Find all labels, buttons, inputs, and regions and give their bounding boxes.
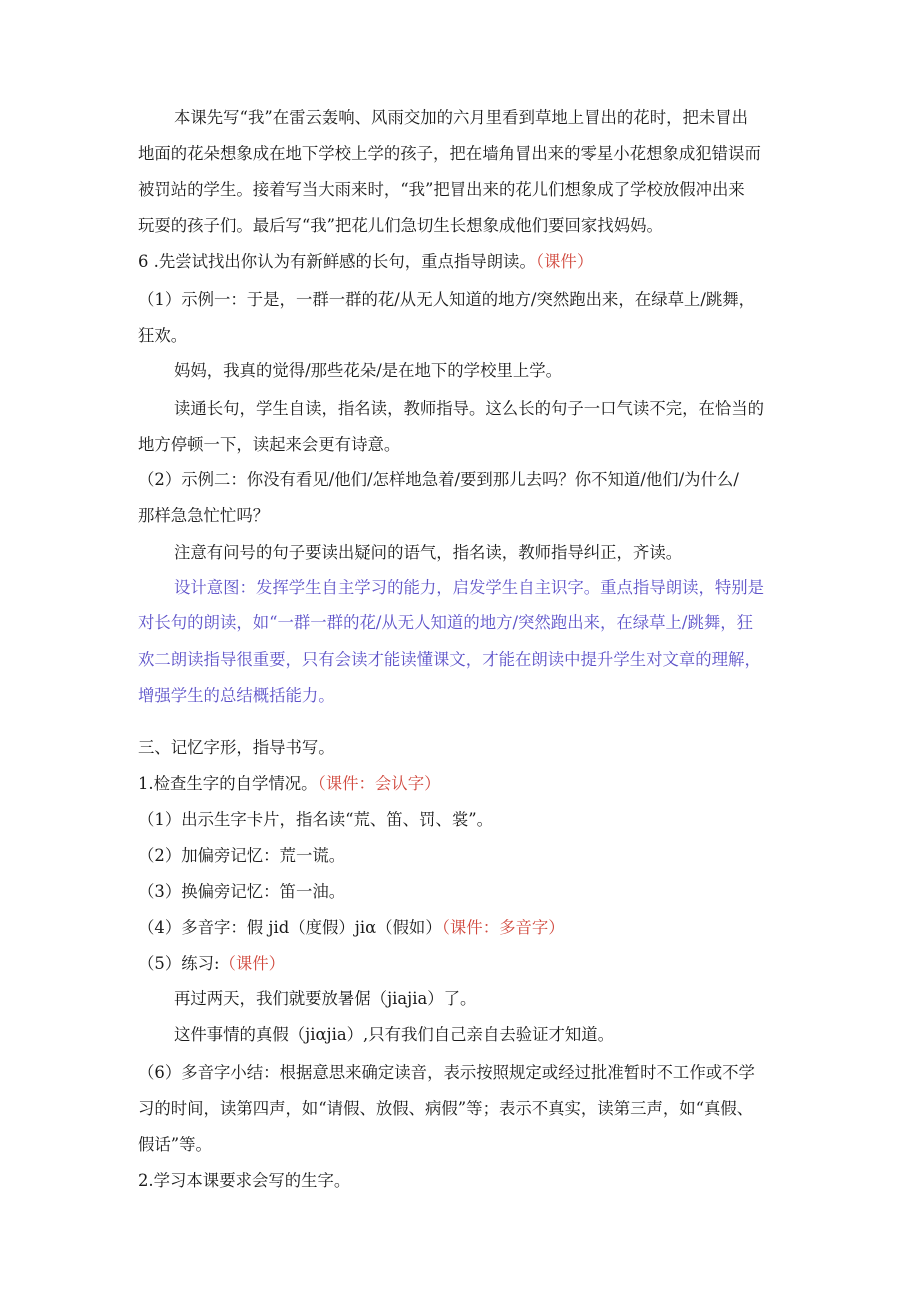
courseware-note: （课件）: [219, 954, 286, 973]
item-text: 1.检查生字的自学情况。: [138, 774, 318, 793]
paragraph-line: （1）示例一：于是，一群一群的花/从无人知道的地方/突然跑出来，在绿草上/跳舞，: [138, 290, 756, 309]
item-heading: [138, 252, 593, 272]
design-intent-line: 设计意图：发挥学生自主学习的能力，启发学生自主识字。重点指导朗读，特别是: [174, 578, 765, 597]
item-text: 6 .先尝试找出你认为有新鲜感的长句，重点指导朗读。: [138, 252, 536, 271]
paragraph-line: 狂欢。: [138, 326, 188, 345]
paragraph-line: 读通长句，学生自读，指名读，教师指导。这么长的句子一口气读不完，在恰当的: [174, 399, 765, 418]
paragraph-line: 假话”等。: [138, 1135, 212, 1154]
paragraph-line: 地方停顿一下，读起来会更有诗意。: [138, 435, 401, 454]
paragraph-line: 这件事情的真假（jiαjia）,只有我们自己亲自去验证才知道。: [174, 1025, 615, 1044]
courseware-note: （课件：多音字）: [441, 918, 565, 937]
design-intent-line: 欢二朗读指导很重要，只有会读才能读懂课文，才能在朗读中提升学生对文章的理解，: [138, 650, 761, 669]
design-intent-line: 对长句的朗读，如“一群一群的花/从无人知道的地方/突然跑出来，在绿草上/跳舞，狂: [138, 613, 754, 632]
item-text: （4）多音字：假 jid（度假）jiα（假如）: [138, 918, 442, 937]
paragraph-line: 注意有问号的句子要读出疑问的语气，指名读，教师指导纠正，齐读。: [174, 543, 683, 562]
courseware-note: （课件：会认字）: [317, 774, 441, 793]
paragraph-line: 那样急急忙忙吗？: [138, 506, 270, 525]
paragraph-line: 再过两天，我们就要放暑倨（jiajia）了。: [174, 989, 477, 1008]
paragraph-line: 2.学习本课要求会写的生字。: [138, 1171, 351, 1190]
paragraph-line: （2）加偏旁记忆：荒一谎。: [138, 846, 346, 865]
paragraph-line: （1）出示生字卡片，指名读“荒、笛、罚、裳”。: [138, 810, 493, 829]
item-heading: [138, 774, 440, 794]
item-text: （5）练习:: [138, 954, 220, 973]
design-intent-line: 增强学生的总结概括能力。: [138, 686, 335, 705]
section-heading: 三、记忆字形，指导书写。: [138, 738, 335, 757]
paragraph-line: 习的时间，读第四声，如“请假、放假、病假”等；表示不真实，读第三声，如“真假、: [138, 1099, 754, 1118]
paragraph-line: 本课先写“我”在雷云轰响、风雨交加的六月里看到草地上冒出的花时，把未冒出: [174, 108, 749, 127]
paragraph-line: 被罚站的学生。接着写当大雨来时，“我”把冒出来的花儿们想象成了学校放假冲出来: [138, 180, 745, 199]
item-heading: [138, 918, 565, 938]
courseware-note: （课件）: [535, 252, 594, 271]
paragraph-line: 地面的花朵想象成在地下学校上学的孩子，把在墙角冒出来的零星小花想象成犯错误而: [138, 144, 761, 163]
paragraph-line: 玩耍的孩子们。最后写“我”把花儿们急切生长想象成他们要回家找妈妈。: [138, 216, 663, 235]
paragraph-line: （2）示例二：你没有看见/他们/怎样地急着/要到那儿去吗？你不知道/他们/为什么/: [138, 470, 739, 489]
paragraph-line: 妈妈，我真的觉得/那些花朵/是在地下的学校里上学。: [174, 361, 563, 380]
item-heading: [138, 954, 285, 974]
paragraph-line: （6）多音字小结：根据意思来确定读音，表示按照规定或经过批准暂时不工作或不学: [138, 1063, 755, 1082]
paragraph-line: （3）换偏旁记忆：笛一油。: [138, 882, 346, 901]
